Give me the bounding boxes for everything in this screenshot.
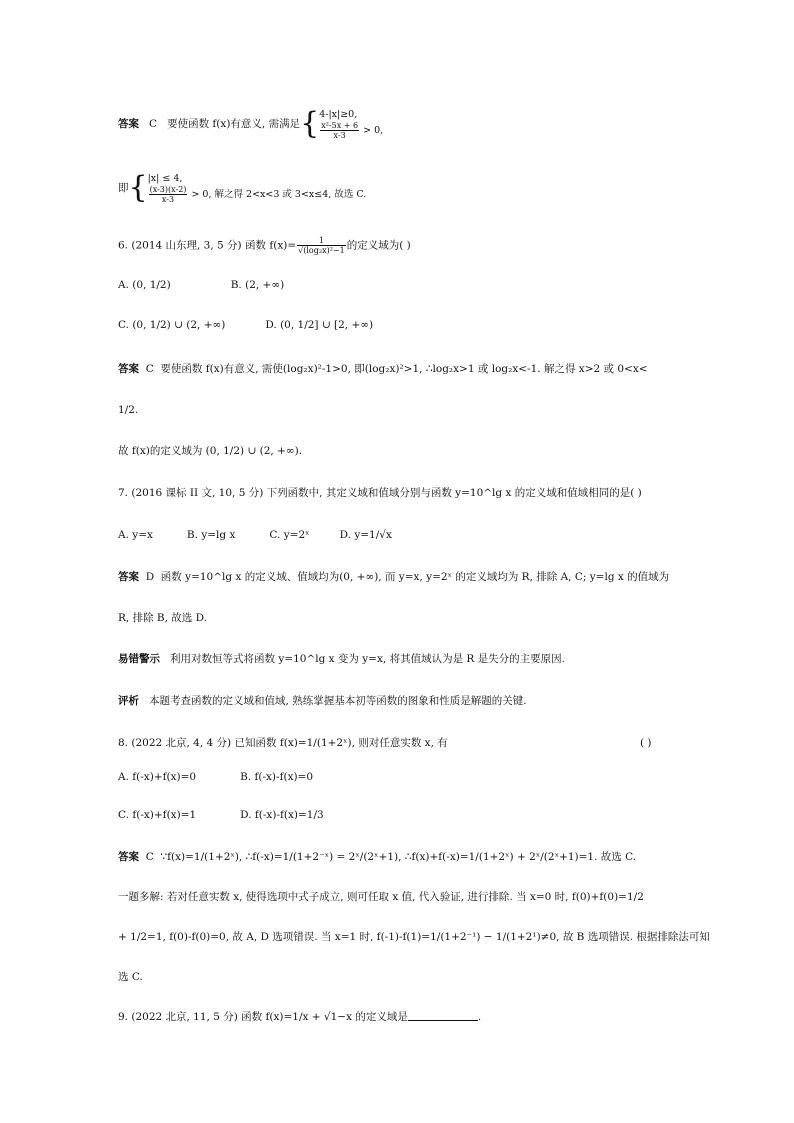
multi-solution-text: + 1/2=1, f(0)-f(0)=0, 故 A, D 选项错误. 当 x=1 时, f(-1)-f(1)=1/(1+2⁻¹) − 1/(1+2¹)≠0, 故 B 选项错误. 根据排除法可知 bbox=[118, 931, 710, 943]
question-7-answer bbox=[118, 570, 669, 584]
option-c: C. f(-x)+f(x)=1 bbox=[118, 809, 197, 821]
answer-label: 答案 bbox=[118, 363, 139, 375]
comment-note bbox=[118, 694, 527, 708]
condition-1: |x| ≤ 4, bbox=[147, 173, 183, 184]
answer-text: 1/2. bbox=[118, 404, 139, 416]
option-a: A. (0, 1/2) bbox=[118, 279, 171, 291]
lead-text: 即 bbox=[118, 182, 129, 194]
option-d: D. (0, 1/2] ∪ [2, +∞) bbox=[265, 319, 374, 331]
warning-note bbox=[118, 652, 565, 666]
q6-stem-end: 的定义域为( ) bbox=[346, 239, 411, 252]
answer-label: 答案 bbox=[118, 571, 139, 583]
question-6-options-ab bbox=[118, 278, 284, 292]
answer-text: 故 f(x)的定义域为 (0, 1/2) ∪ (2, +∞). bbox=[118, 445, 303, 457]
answer-text: 要使函数 f(x)有意义, 需使(log₂x)²-1>0, 即(log₂x)²>1, ∴log₂x>1 或 log₂x<-1. 解之得 x>2 或 0<x< bbox=[160, 363, 648, 375]
option-b: B. y=lg x bbox=[186, 529, 236, 541]
fraction-denominator: √(log₂x)²−1 bbox=[298, 246, 345, 255]
question-8-answer bbox=[118, 850, 636, 864]
comment-label: 评析 bbox=[118, 695, 139, 707]
option-b: B. (2, +∞) bbox=[230, 279, 285, 291]
inequality-system bbox=[148, 172, 367, 204]
fraction-numerator: (x-3)(x-2) bbox=[149, 185, 187, 194]
question-9-stem bbox=[118, 1010, 481, 1024]
answer-paren: ( ) bbox=[640, 737, 652, 749]
question-6-answer-final bbox=[118, 444, 302, 458]
fraction bbox=[297, 236, 346, 255]
answer-letter: C bbox=[145, 851, 154, 863]
inequality-system bbox=[319, 108, 383, 140]
question-6-stem bbox=[118, 236, 411, 255]
answer-letter: C bbox=[149, 118, 158, 130]
option-a: A. y=x bbox=[118, 529, 153, 541]
option-b: B. f(-x)-f(x)=0 bbox=[240, 771, 314, 783]
question-7-options bbox=[118, 528, 392, 542]
multi-solution-text: 选 C. bbox=[118, 971, 143, 983]
question-8-options-ab bbox=[118, 770, 313, 784]
fraction-denominator: x-3 bbox=[333, 131, 346, 140]
answer-letter: C bbox=[145, 363, 154, 375]
option-a: A. f(-x)+f(x)=0 bbox=[118, 771, 197, 783]
question-7-stem bbox=[118, 486, 642, 500]
question-8-multi-1 bbox=[118, 890, 644, 904]
answer-label: 答案 bbox=[118, 851, 139, 863]
q7-stem: 7. (2016 课标 II 文, 10, 5 分) 下列函数中, 其定义域和值域分别与函数 y=10^lg x 的定义域和值域相同的是( ) bbox=[118, 487, 642, 499]
option-c: C. (0, 1/2) ∪ (2, +∞) bbox=[118, 319, 226, 331]
answer-line-2 bbox=[118, 172, 366, 204]
q8-stem: 8. (2022 北京, 4, 4 分) 已知函数 f(x)=1/(1+2ˣ), 则对任意实数 x, 有 bbox=[118, 737, 448, 749]
comment-text: 本题考查函数的定义域和值域, 熟练掌握基本初等函数的图象和性质是解题的关键. bbox=[149, 695, 527, 707]
fraction bbox=[320, 121, 359, 140]
condition-tail: > 0, bbox=[363, 125, 384, 136]
option-d: D. f(-x)-f(x)=1/3 bbox=[240, 809, 324, 821]
question-8-multi-3 bbox=[118, 970, 143, 984]
answer-text: ∵f(x)=1/(1+2ˣ), ∴f(-x)=1/(1+2⁻ˣ) = 2ˣ/(2ˣ+1), ∴f(x)+f(-x)=1/(1+2ˣ) + 2ˣ/(2ˣ+1)=1. 故选 C. bbox=[160, 851, 637, 863]
question-8-multi-2 bbox=[118, 930, 710, 944]
warning-label: 易错警示 bbox=[118, 653, 160, 665]
q9-end: . bbox=[477, 1011, 482, 1023]
question-6-answer bbox=[118, 362, 648, 376]
warning-text: 利用对数恒等式将函数 y=10^lg x 变为 y=x, 将其值域认为是 R 是失分的主要原因. bbox=[170, 653, 565, 665]
answer-letter: D bbox=[145, 571, 155, 583]
option-c: C. y=2ˣ bbox=[269, 529, 310, 541]
multi-solution-text: 一题多解: 若对任意实数 x, 使得选项中式子成立, 则可任取 x 值, 代入验证, 进行排除. 当 x=0 时, f(0)+f(0)=1/2 bbox=[118, 891, 644, 903]
q6-stem-start: 6. (2014 山东理, 3, 5 分) 函数 f(x)= bbox=[118, 239, 297, 252]
question-7-answer-cont bbox=[118, 611, 207, 625]
brace-icon: { bbox=[300, 106, 320, 141]
brace-icon: { bbox=[128, 170, 148, 205]
answer-blank[interactable] bbox=[408, 1020, 478, 1021]
condition-tail: > 0, 解之得 2<x<3 或 3<x≤4, 故选 C. bbox=[191, 189, 367, 200]
question-6-answer-cont bbox=[118, 403, 138, 417]
answer-text: 函数 y=10^lg x 的定义域、值域均为(0, +∞), 而 y=x, y=2ˣ 的定义域均为 R, 排除 A, C; y=lg x 的值域为 bbox=[160, 571, 670, 583]
condition-1: 4-|x|≥0, bbox=[319, 109, 358, 120]
fraction-numerator: x²-5x + 6 bbox=[321, 121, 359, 130]
answer-label: 答案 bbox=[118, 118, 139, 130]
option-d: D. y=1/√x bbox=[339, 529, 392, 541]
fraction-numerator: 1 bbox=[297, 236, 346, 246]
answer-text: R, 排除 B, 故选 D. bbox=[118, 612, 208, 624]
question-8-stem bbox=[118, 736, 448, 750]
answer-line-1 bbox=[118, 108, 383, 140]
answer-text: 要使函数 f(x)有意义, 需满足 bbox=[167, 118, 301, 130]
question-8-options-cd bbox=[118, 808, 324, 822]
q9-stem: 9. (2022 北京, 11, 5 分) 函数 f(x)=1/x + √1−x 的定义域是 bbox=[118, 1011, 408, 1023]
fraction bbox=[149, 185, 188, 204]
fraction-denominator: x-3 bbox=[161, 195, 175, 204]
question-8-paren bbox=[640, 736, 652, 750]
question-6-options-cd bbox=[118, 318, 373, 332]
